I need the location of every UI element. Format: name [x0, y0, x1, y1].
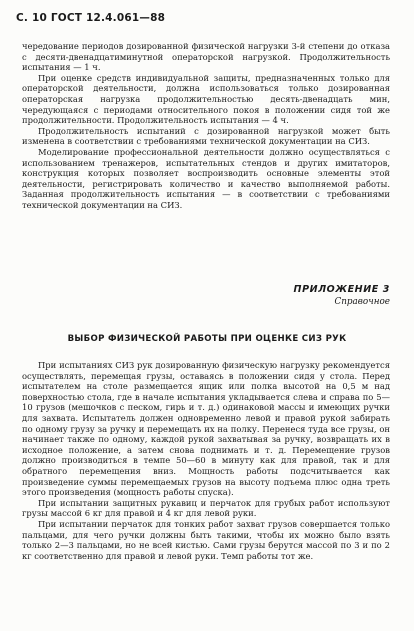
paragraph: При оценке средств индивидуальной защиты, предназначенных только для операторской деятельности, должна использоваться только дозированная операторская нагрузка продолжительностью десять-двенадцать мин, чередующаяся с периодами относительного покоя в положении сидя той же продолжительности. Продолжительность испытания — 4 ч. — [22, 72, 390, 126]
paragraph: Моделирование профессиональной деятельности должно осуществляться с использованием тренажеров, испытательных стендов и других имитаторов, конструкция которых позволяет воспроизводить основные элементы этой деятельности, регистрировать количество и качество выполняемой работы. Заданная продолжительность испытания — в соответствии с требованиями технической документации на СИЗ. — [22, 146, 390, 210]
section-title: ВЫБОР ФИЗИЧЕСКОЙ РАБОТЫ ПРИ ОЦЕНКЕ СИЗ РУК — [67, 334, 347, 344]
appendix-label — [294, 284, 390, 308]
appendix-number: ПРИЛОЖЕНИЕ 3 — [293, 284, 390, 295]
paragraph: При испытаниях СИЗ рук дозированную физическую нагрузку рекомендуется осуществлять, перемещая грузы, оставаясь в положении сидя у стола. Перед испытателем на столе размещается ящик или полка высотой на 0,5 м над поверхностью стола, где в начале испытания укладывается слева и справа по 5—10 грузов (мешочков с песком, гирь и т. д.) одинаковой массы и имеющих ручки для захвата. Испытатель должен одновременно левой и правой рукой забирать по одному грузу за ручку и перемещать их на полку. Перенеся туда все грузы, он начинает также по одному, каждой рукой захватывая за ручку, возвращать их в исходное положение, а затем снова поднимать и т. д. Перемещение грузов должно производиться в темпе 50—60 в минуту как для правой, так и для обратного перемещения вниз. Мощность работы подсчитывается как произведение суммы перемещаемых грузов на высоту подъема плюс одна треть этого произведения (мощность работы спуска). — [22, 360, 390, 498]
page-header: С. 10 ГОСТ 12.4.061—88 — [16, 12, 166, 24]
appendix-type: Справочное — [334, 297, 390, 307]
paragraph: При испытании защитных рукавиц и перчаток для грубых работ используют грузы массой 6 кг для правой и 4 кг для левой руки. — [22, 497, 390, 519]
paragraph: Продолжительность испытаний с дозированной нагрузкой может быть изменена в соответствии с требованиями технической документации на СИЗ. — [22, 125, 390, 147]
top-text-block — [22, 41, 390, 211]
bottom-text-block — [22, 360, 390, 561]
paragraph: чередование периодов дозированной физической нагрузки 3-й степени до отказа с десяти-двенадцатиминутной операторской нагрузкой. Продолжительность испытания — 1 ч. — [22, 41, 390, 73]
paragraph: При испытании перчаток для тонких работ захват грузов совершается только пальцами, для чего ручки должны быть такими, чтобы их можно было взять только 2—3 пальцами, но не всей кистью. Сами грузы берутся массой по 3 и по 2 кг соответственно для правой и левой руки. Темп работы тот же. — [22, 518, 390, 561]
